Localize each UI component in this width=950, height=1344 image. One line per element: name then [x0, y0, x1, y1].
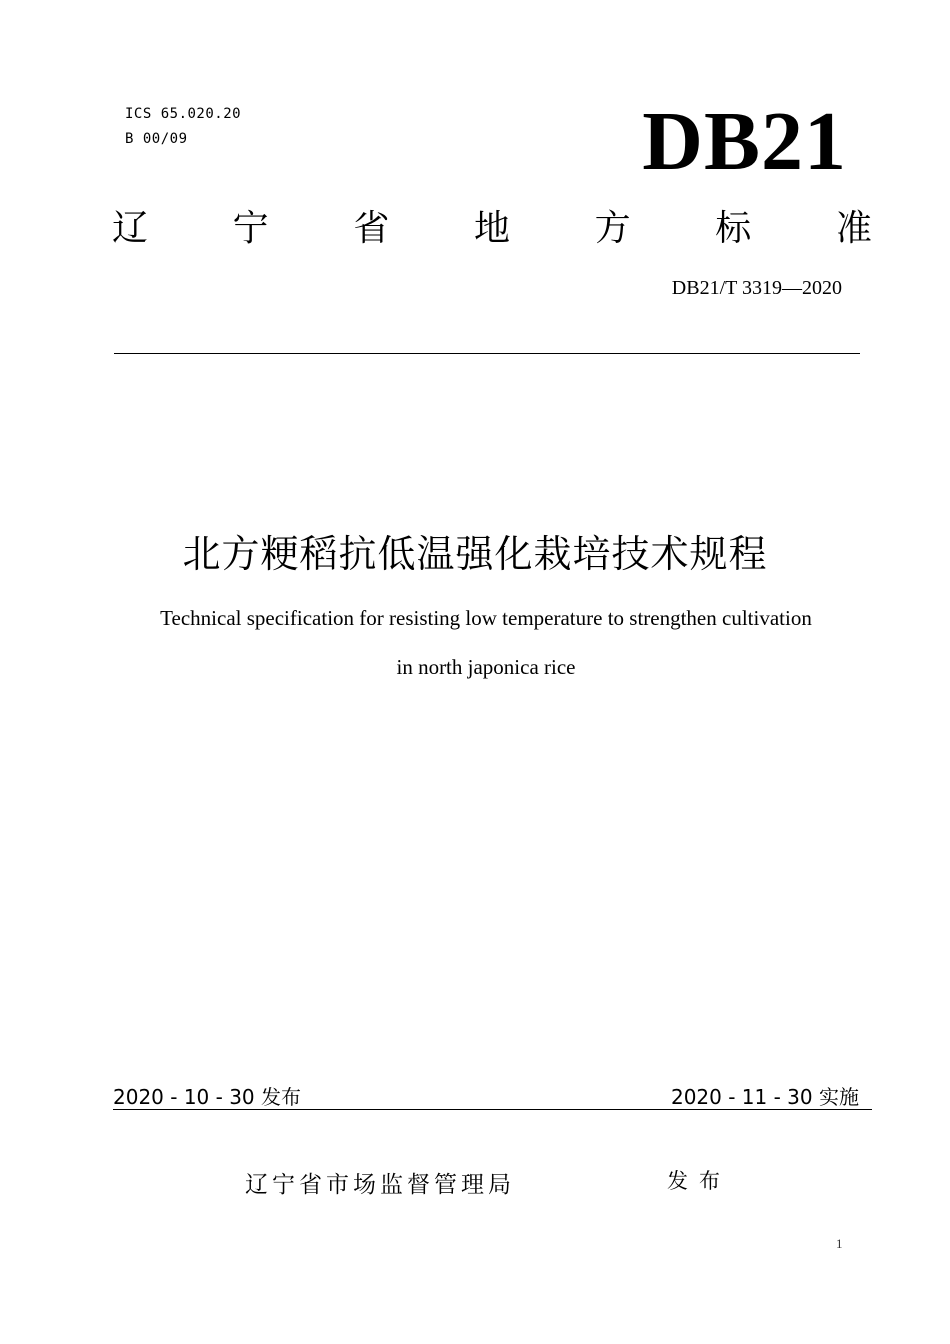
footer-divider: [113, 1109, 872, 1110]
standard-type-char: 省: [353, 208, 390, 249]
standard-type-char: 标: [715, 208, 752, 249]
ics-code: ICS 65.020.20: [125, 106, 242, 122]
standard-type-char: 准: [835, 208, 872, 249]
standard-code-logo: DB21: [642, 95, 847, 188]
issuing-authority: 辽宁省市场监督管理局: [245, 1172, 515, 1198]
document-title-english-line1: Technical specification for resisting low temperature to strengthen cultivation: [160, 606, 812, 630]
issue-label: 发布: [667, 1169, 731, 1193]
document-title-chinese: 北方粳稻抗低温强化栽培技术规程: [182, 532, 768, 576]
issue-date: 2020 - 10 - 30 发布: [113, 1085, 302, 1109]
implementation-date: 2020 - 11 - 30 实施: [670, 1085, 859, 1109]
document-title-english-line2: in north japonica rice: [396, 655, 576, 679]
header-divider: [114, 353, 860, 354]
standard-type-char: 地: [473, 208, 510, 249]
standard-type-char: 方: [594, 208, 631, 249]
standard-type-char: 宁: [232, 208, 269, 249]
ccs-code: B 00/09: [125, 131, 188, 147]
standard-type-heading: [112, 205, 872, 253]
standard-number: DB21/T 3319—2020: [671, 277, 842, 299]
standard-type-char: 辽: [112, 208, 149, 249]
page-number: 1: [836, 1236, 843, 1251]
